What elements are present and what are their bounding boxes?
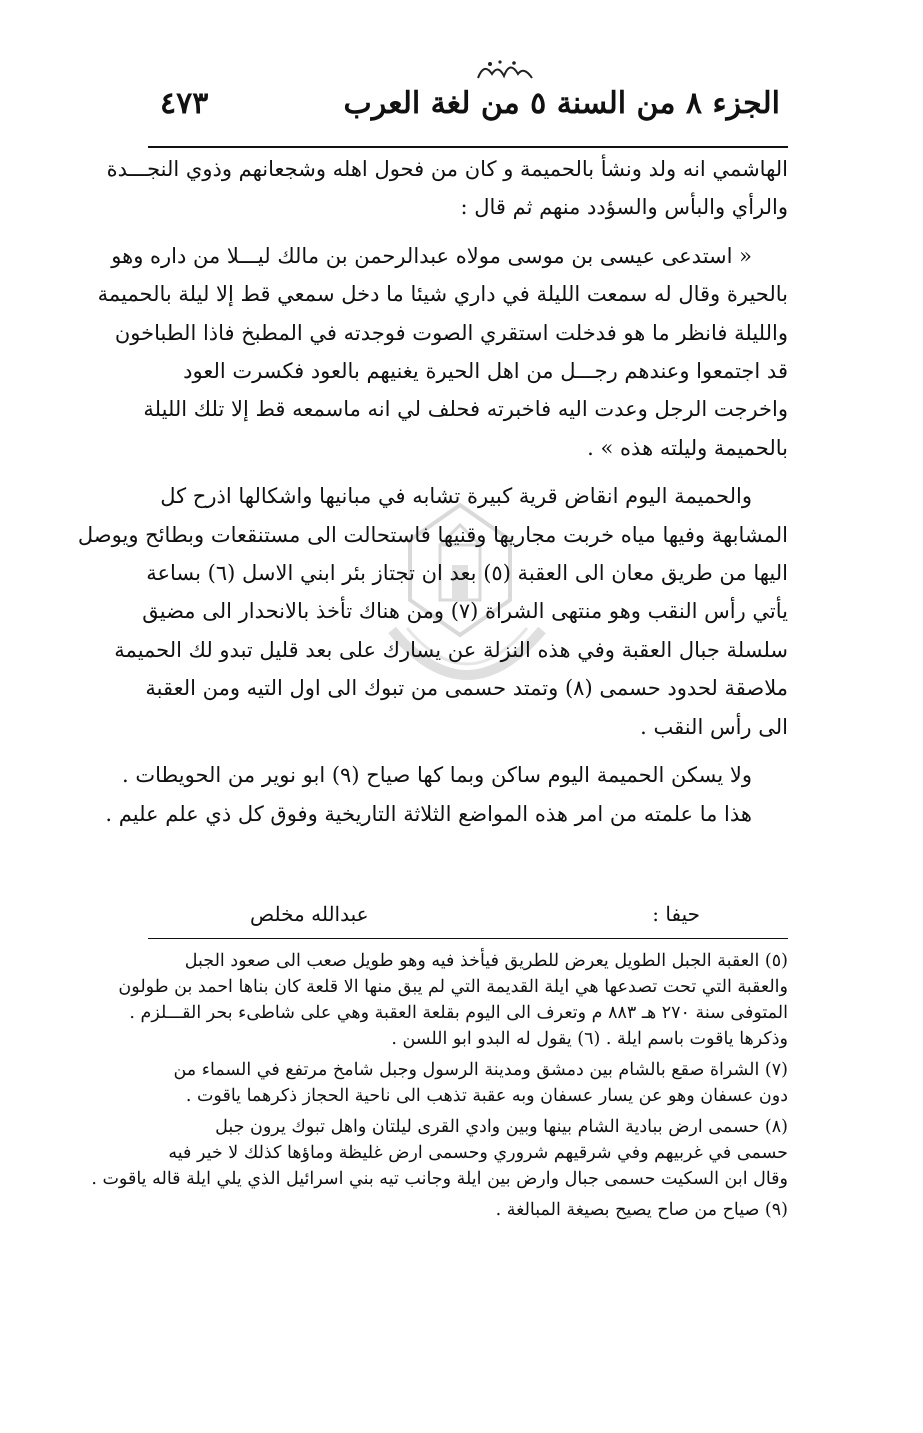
page-number: ٤٧٣ xyxy=(160,86,209,121)
footnote-line: دون عسفان وهو عن يسار عسفان وبه عقبة تذهب الى ناحية الحجاز ذكرهما ياقوت . xyxy=(185,1086,788,1106)
text-line: والحميمة اليوم انقاض قرية كبيرة تشابه في مبانيها واشكالها اذرح كل xyxy=(160,484,752,509)
text-line: الهاشمي انه ولد ونشأ بالحميمة و كان من فحول اهله وشجعانهم وذوي النجـــدة xyxy=(106,157,788,181)
running-title: الجزء ٨ من السنة ٥ من لغة العرب xyxy=(343,86,780,121)
text-line: ولا يسكن الحميمة اليوم ساكن وبما كها صياح (٩) ابو نوير من الحويطات . xyxy=(122,763,752,788)
footnote-line: والعقبة التي تحت تصدعها هي ايلة القديمة التي لم يبق منها الا قلعة كان بناها احمد بن طولون xyxy=(118,977,788,997)
signature-place: حيفا : xyxy=(652,902,700,926)
signature-block xyxy=(160,902,780,934)
footnote-line: وذكرها ياقوت باسم ايلة . (٦) يقول له البدو ابو اللسن . xyxy=(391,1029,788,1049)
text-line: الى رأس النقب . xyxy=(640,714,788,739)
footnote-7 xyxy=(150,1057,788,1109)
footnote-8 xyxy=(91,1114,788,1192)
paragraph-1 xyxy=(106,150,788,227)
paragraph-2 xyxy=(97,237,788,467)
text-line: ملاصقة لحدود حسمى (٨) وتمتد حسمى من تبوك الى اول التيه ومن العقبة xyxy=(145,676,788,701)
text-line: هذا ما علمته من امر هذه المواضع الثلاثة التاريخية وفوق كل ذي علم عليم . xyxy=(105,801,752,826)
text-line: « استدعى عيسى بن موسى مولاه عبدالرحمن بن مالك ليـــلا من داره وهو xyxy=(111,243,752,268)
text-line: بالحيرة وقال له سمعت الليلة في داري شيئا ما دخل سمعي قط إلا ليلة بالحميمة xyxy=(97,282,788,307)
footnote-line: (٨) حسمى ارض ببادية الشام بينها وبين وادي القرى ليلتان واهل تبوك يرون جبل xyxy=(215,1117,788,1137)
footnote-line: المتوفى سنة ٢٧٠ هـ ٨٨٣ م وتعرف الى اليوم بقلعة العقبة وهي على شاطىء بحر القـــلزم . xyxy=(129,1003,788,1023)
text-line: والليلة فانظر ما هو فدخلت استقري الصوت فوجدته في المطبخ فاذا الطباخون xyxy=(114,320,788,345)
paragraph-3 xyxy=(77,477,788,746)
text-line: يأتي رأس النقب وهو منتهى الشراة (٧) ومن هناك تأخذ بالانحدار الى مضيق xyxy=(142,599,788,624)
footnotes xyxy=(91,948,788,1228)
footnote-line: (٧) الشراة صقع بالشام بين دمشق ومدينة الرسول وجبل شامخ مرتفع في السماء من xyxy=(173,1060,788,1080)
footnote-line: وقال ابن السكيت حسمى جبال وارض بين ايلة وجانب تيه بني اسرائيل الذي يلي ايلة قاله ياقوت . xyxy=(91,1169,788,1189)
text-line: المشابهة وفيها مياه خربت مجاريها وقنيها فاستحالت الى مستنقعات وبطائح ويوصل xyxy=(77,522,788,547)
text-line: اليها من طريق معان الى العقبة (٥) بعد ان تجتاز بئر ابني الاسل (٦) بساعة xyxy=(146,561,788,586)
page-header xyxy=(160,86,780,136)
footnote-5-6 xyxy=(118,948,788,1052)
text-line: بالحميمة وليلته هذه » . xyxy=(587,435,788,460)
library-stamp-icon xyxy=(470,58,540,84)
text-line: سلسلة جبال العقبة وفي هذه النزلة عن يسارك على بعد قليل تبدو لك الحميمة xyxy=(114,637,788,662)
footnotes-rule xyxy=(148,938,788,939)
footnote-9 xyxy=(150,1197,788,1223)
paragraph-4 xyxy=(105,756,788,833)
text-line: واخرجت الرجل وعدت اليه فاخبرته فحلف لي انه ماسمعه قط إلا تلك الليلة xyxy=(143,397,788,422)
footnote-line: حسمى في غربيهم وفي شرقيهم شروري وحسمى ارض غليظة وماؤها كذلك لا خير فيه xyxy=(168,1143,788,1163)
footnote-line: (٥) العقبة الجبل الطويل يعرض للطريق فيأخذ فيه وهو طويل صعب الى صعود الجبل xyxy=(184,951,788,971)
text-line: قد اجتمعوا وعندهم رجـــل من اهل الحيرة يغنيهم بالعود فكسرت العود xyxy=(183,359,788,384)
header-rule xyxy=(148,146,788,148)
signature-name: عبدالله مخلص xyxy=(250,902,369,926)
text-line: والرأي والبأس والسؤدد منهم ثم قال : xyxy=(460,195,788,220)
main-article-text xyxy=(77,150,788,833)
footnote-line: (٩) صياح من صاح يصيح بصيغة المبالغة . xyxy=(495,1200,788,1220)
